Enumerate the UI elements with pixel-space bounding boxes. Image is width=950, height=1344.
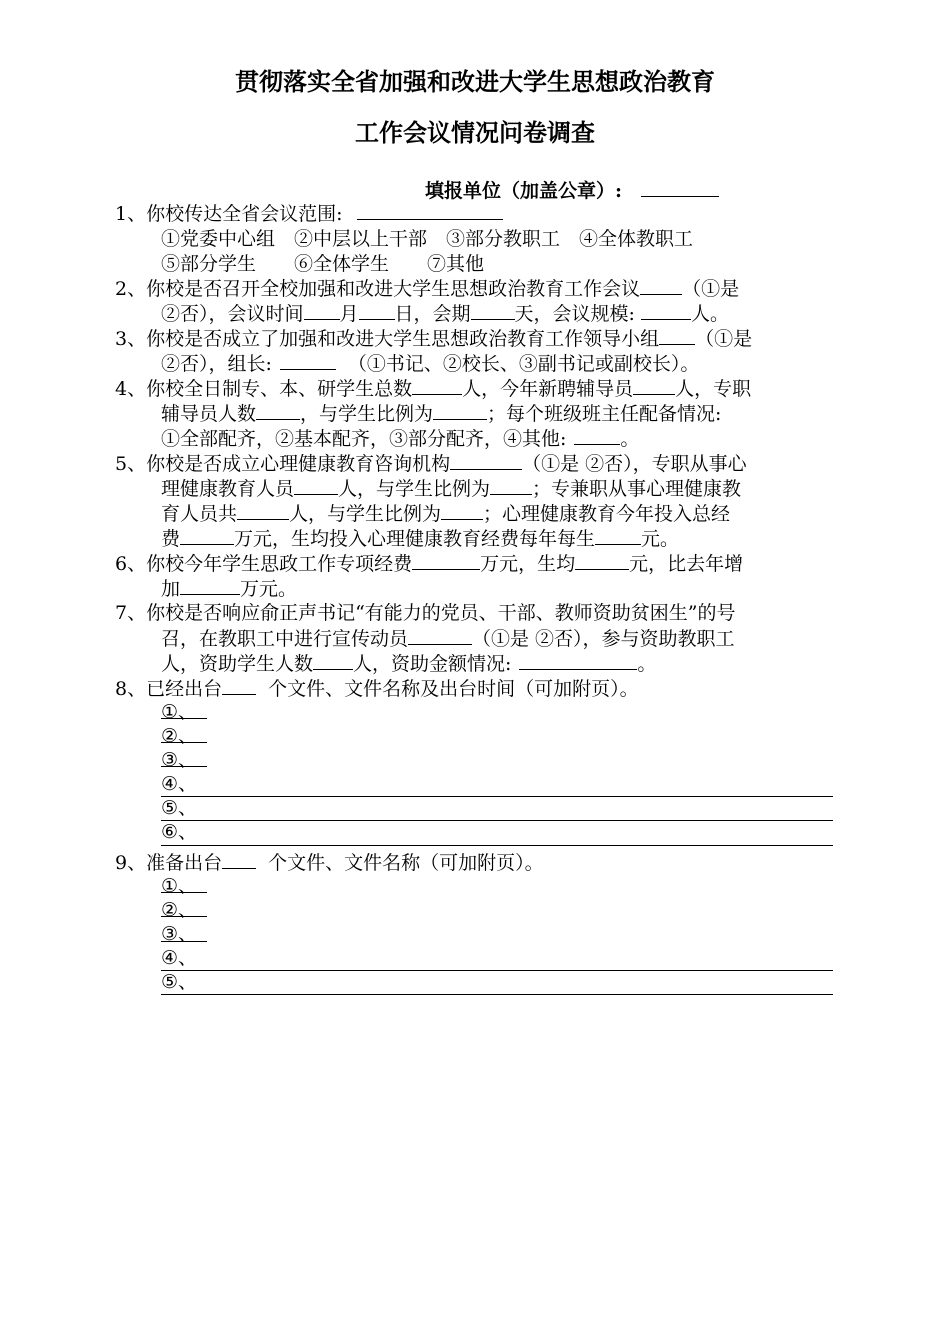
question-8-item-2: ②、 — [161, 725, 198, 747]
question-5-text-g: 人，与学生比例为 — [289, 503, 442, 525]
question-5-line2 — [161, 476, 741, 501]
question-4-line2 — [161, 401, 721, 426]
question-9-text-b: 个文件、文件名称（可加附页）。 — [268, 852, 544, 874]
question-9-item-1-line[interactable] — [161, 892, 207, 893]
question-8-blank-count[interactable] — [222, 676, 256, 695]
question-5-text-b: （①是 ②否），专职从事心 — [522, 453, 747, 475]
question-7-line2 — [161, 626, 735, 651]
question-9-item-3: ③、 — [161, 923, 198, 945]
question-2-blank-scale[interactable] — [641, 301, 691, 320]
question-5-text: 5、你校是否成立心理健康教育咨询机构 — [115, 453, 451, 475]
question-4-text-h: 。 — [620, 428, 640, 450]
question-5-text-d: 人，与学生比例为 — [338, 478, 491, 500]
question-5-blank-parttime[interactable] — [237, 501, 289, 520]
question-2-blank-days[interactable] — [471, 301, 515, 320]
question-8-item-1: ①、 — [161, 701, 198, 723]
question-5-blank-fulltime[interactable] — [294, 476, 338, 495]
question-6-text-d: 加 — [161, 578, 181, 600]
question-5-text-f: 育人员共 — [161, 503, 238, 525]
question-2-text: 2、你校是否召开全校加强和改进大学生思想政治教育工作会议 — [115, 278, 641, 300]
question-4 — [115, 376, 751, 401]
question-5-blank-per-student[interactable] — [595, 526, 641, 545]
question-5-text-c: 理健康教育人员 — [161, 478, 295, 500]
question-5-text-i: 费 — [161, 528, 181, 550]
question-8-item-2-line[interactable] — [161, 742, 207, 743]
question-1-options-row1: ①党委中心组 ②中层以上干部 ③部分教职工 ④全体教职工 — [161, 228, 694, 250]
question-8-item-3-line[interactable] — [161, 766, 207, 767]
question-6-text-e: 万元。 — [240, 578, 298, 600]
question-9-item-1: ①、 — [161, 875, 198, 897]
question-1-blank[interactable] — [357, 201, 503, 220]
question-9-text: 9、准备出台 — [115, 852, 223, 874]
question-4-text-b: 人，今年新聘辅导员 — [462, 378, 634, 400]
question-9-blank-count[interactable] — [222, 850, 256, 869]
question-6-text: 6、你校今年学生思政工作专项经费 — [115, 553, 413, 575]
question-6-blank-increase[interactable] — [180, 576, 240, 595]
question-8-text: 8、已经出台 — [115, 678, 223, 700]
question-2-blank-day[interactable] — [359, 301, 395, 320]
question-3-line2 — [161, 351, 699, 376]
question-9-item-2: ②、 — [161, 899, 198, 921]
question-3 — [115, 326, 752, 351]
question-7-blank-students[interactable] — [313, 651, 353, 670]
question-4-text-d: 辅导员人数 — [161, 403, 257, 425]
question-4-text-c: 人，专职 — [675, 378, 752, 400]
question-4-text-f: ；每个班级班主任配备情况: — [487, 403, 722, 425]
question-4-text-g: ①全部配齐，②基本配齐，③部分配齐，④其他: — [161, 428, 567, 450]
question-4-blank-students[interactable] — [412, 376, 462, 395]
question-4-blank-other[interactable] — [574, 426, 620, 445]
reporting-unit-label: 填报单位（加盖公章）: — [425, 180, 623, 202]
question-8-item-4-line[interactable] — [161, 796, 833, 797]
question-7-text-e: 人，资助金额情况: — [353, 653, 512, 675]
question-4-blank-ratio[interactable] — [433, 401, 487, 420]
question-8-item-6-line[interactable] — [161, 845, 833, 846]
question-5-blank-investment[interactable] — [180, 526, 234, 545]
question-8-item-5-line[interactable] — [161, 820, 833, 821]
question-5-line4 — [161, 526, 679, 551]
question-2-text-g: 人。 — [690, 303, 729, 325]
question-7-text-f: 。 — [637, 653, 657, 675]
reporting-unit-field — [425, 176, 719, 203]
question-7-blank-amount[interactable] — [519, 651, 637, 670]
document-title-line1: 贯彻落实全省加强和改进大学生思想政治教育 — [235, 67, 715, 96]
question-6-text-c: 元，比去年增 — [629, 553, 744, 575]
question-2-blank-month[interactable] — [304, 301, 340, 320]
question-9-item-4-line[interactable] — [161, 970, 833, 971]
question-2-blank-held[interactable] — [640, 276, 682, 295]
question-5-text-j: 万元，生均投入心理健康教育经费每年每生 — [234, 528, 596, 550]
question-6-blank-funds[interactable] — [412, 551, 480, 570]
question-1-options-row2: ⑤部分学生 ⑥全体学生 ⑦其他 — [161, 253, 485, 275]
question-7-text-b: 召，在教职工中进行宣传动员 — [161, 628, 409, 650]
question-2-line2 — [161, 301, 729, 326]
question-4-text-e: ，与学生比例为 — [300, 403, 434, 425]
question-7-text-d: 人，资助学生人数 — [161, 653, 314, 675]
question-6-blank-per-student[interactable] — [575, 551, 629, 570]
question-3-blank-leader[interactable] — [280, 351, 336, 370]
question-9-item-5: ⑤、 — [161, 971, 198, 993]
question-3-text: 3、你校是否成立了加强和改进大学生思想政治教育工作领导小组 — [115, 328, 660, 350]
reporting-unit-blank[interactable] — [641, 178, 719, 197]
question-9-item-5-line[interactable] — [161, 994, 833, 995]
question-5-text-e: ；专兼职从事心理健康教 — [532, 478, 742, 500]
question-2-text-c: ②否），会议时间 — [161, 303, 304, 325]
question-6 — [115, 551, 743, 576]
question-2-text-d: 月 — [339, 303, 359, 325]
question-5-text-k: 元。 — [641, 528, 680, 550]
question-8-item-6: ⑥、 — [161, 821, 198, 843]
question-1 — [115, 201, 503, 226]
question-4-text: 4、你校全日制专、本、研学生总数 — [115, 378, 413, 400]
question-9-item-3-line[interactable] — [161, 941, 207, 942]
question-7: 7、你校是否响应俞正声书记“有能力的党员、干部、教师资助贫困生”的号 — [115, 602, 736, 624]
question-9-item-4: ④、 — [161, 947, 198, 969]
question-8-item-4: ④、 — [161, 773, 198, 795]
question-3-text-b: （①是 — [695, 328, 753, 350]
question-7-blank-mobilized[interactable] — [408, 626, 472, 645]
question-1-text: 1、你校传达全省会议范围: — [115, 203, 343, 225]
question-3-text-d: （①书记、②校长、③副书记或副校长）。 — [347, 353, 700, 375]
question-7-line3 — [161, 651, 656, 676]
question-9-item-2-line[interactable] — [161, 916, 207, 917]
question-8-item-1-line[interactable] — [161, 718, 207, 719]
question-2-text-b: （①是 — [682, 278, 740, 300]
question-8 — [115, 676, 639, 701]
question-2-text-f: 天，会议规模: — [514, 303, 635, 325]
question-2-text-e: 日，会期 — [394, 303, 471, 325]
question-8-text-b: 个文件、文件名称及出台时间（可加附页）。 — [268, 678, 639, 700]
document-title-line2: 工作会议情况问卷调查 — [355, 118, 595, 147]
question-4-blank-new-counselors[interactable] — [633, 376, 675, 395]
question-5-text-h: ；心理健康教育今年投入总经 — [483, 503, 731, 525]
question-4-blank-counselors[interactable] — [256, 401, 300, 420]
question-4-line3 — [161, 426, 639, 451]
question-5-blank-agency[interactable] — [450, 451, 522, 470]
question-8-item-5: ⑤、 — [161, 797, 198, 819]
question-5-blank-ratio1[interactable] — [490, 476, 532, 495]
question-5 — [115, 451, 747, 476]
question-5-line3 — [161, 501, 730, 526]
question-3-blank-established[interactable] — [659, 326, 695, 345]
question-9 — [115, 850, 544, 875]
question-3-text-c: ②否），组长: — [161, 353, 272, 375]
question-6-line2 — [161, 576, 297, 601]
question-5-blank-ratio2[interactable] — [441, 501, 483, 520]
question-8-item-3: ③、 — [161, 749, 198, 771]
question-6-text-b: 万元，生均 — [480, 553, 576, 575]
question-7-text-c: （①是 ②否），参与资助教职工 — [472, 628, 735, 650]
question-2 — [115, 276, 739, 301]
